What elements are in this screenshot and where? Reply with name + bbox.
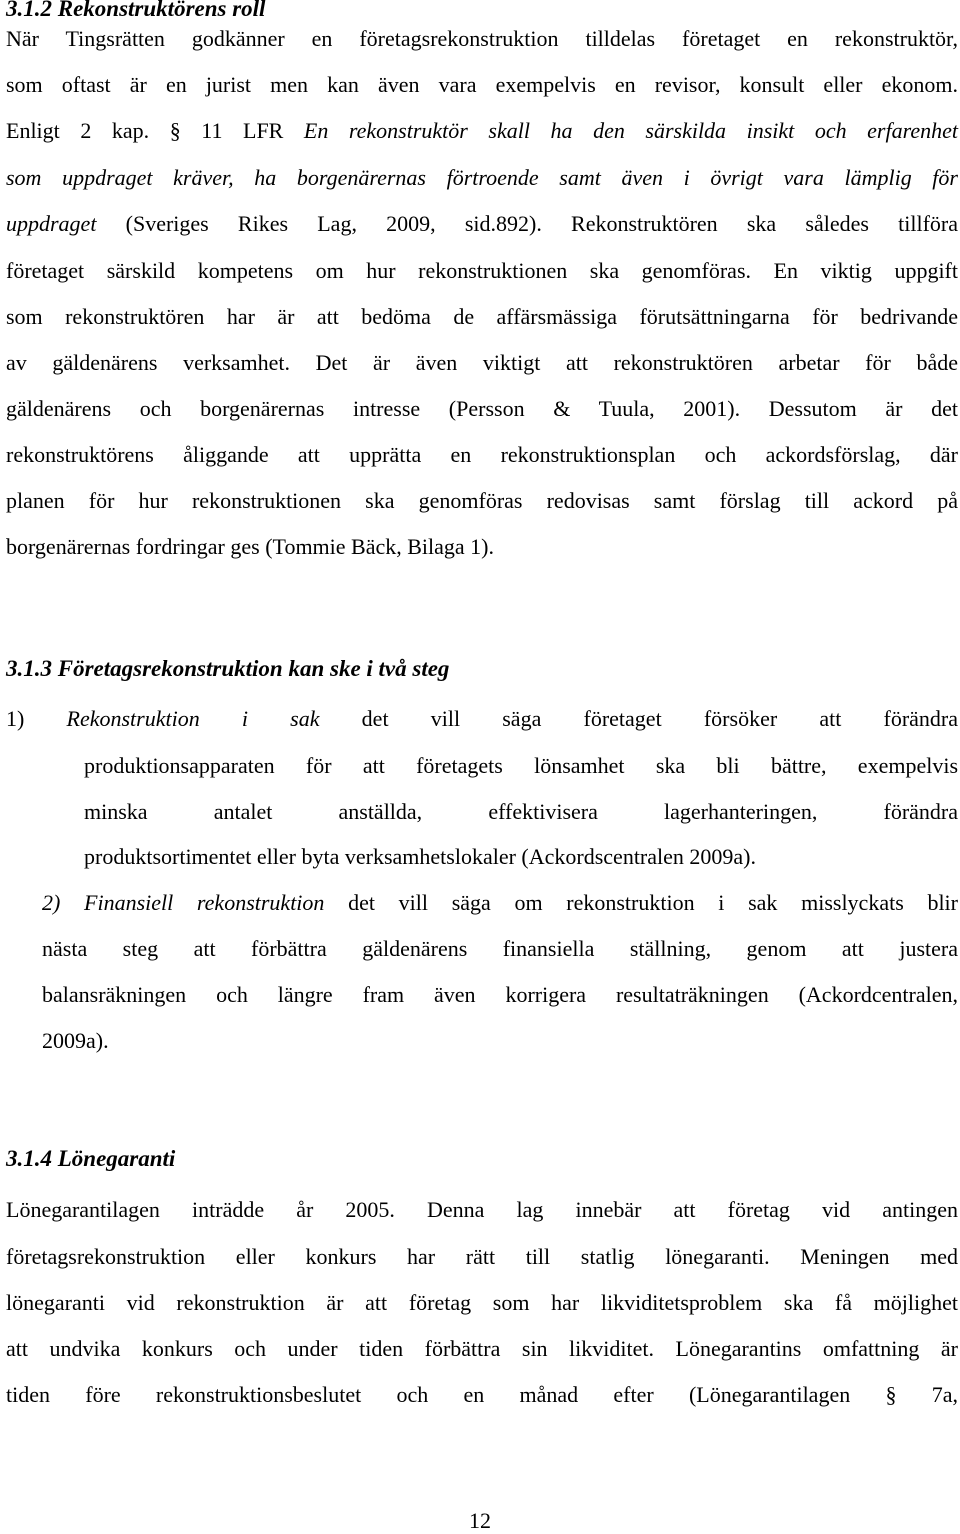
list-item-1-line: minska antalet anställda, effektivisera lagerhanteringen, förändra: [84, 799, 958, 824]
list-item-1-line: produktionsapparaten för att företagets lönsamhet ska bli bättre, exempelvis: [84, 753, 958, 778]
paragraph-line: som uppdraget kräver, ha borgenärernas förtroende samt även i övrigt vara lämplig för: [6, 165, 958, 190]
paragraph-line: Lönegarantilagen inträdde år 2005. Denna lag innebär att företag vid antingen: [6, 1197, 958, 1222]
list-item-1-line: produktsortimentet eller byta verksamhetslokaler (Ackordscentralen 2009a).: [84, 844, 756, 869]
paragraph-line: När Tingsrätten godkänner en företagsrekonstruktion tilldelas företaget en rekonstruktör,: [6, 26, 958, 51]
paragraph-line: företagsrekonstruktion eller konkurs har rätt till statlig lönegaranti. Meningen med: [6, 1244, 958, 1269]
page-number: 12: [469, 1508, 491, 1533]
paragraph-line: uppdraget (Sveriges Rikes Lag, 2009, sid.892). Rekonstruktören ska således tillföra: [6, 211, 958, 236]
section-heading-3-1-2: 3.1.2 Rekonstruktörens roll: [6, 0, 266, 21]
section-heading-3-1-3: 3.1.3 Företagsrekonstruktion kan ske i två steg: [6, 656, 450, 681]
paragraph-line: lönegaranti vid rekonstruktion är att företag som har likviditetsproblem ska få möjlighet: [6, 1290, 958, 1315]
paragraph-line: rekonstruktörens åliggande att upprätta en rekonstruktionsplan och ackordsförslag, där: [6, 442, 958, 467]
paragraph-line: Enligt 2 kap. § 11 LFR En rekonstruktör skall ha den särskilda insikt och erfarenhet: [6, 118, 958, 143]
paragraph-line: av gäldenärens verksamhet. Det är även viktigt att rekonstruktören arbetar för både: [6, 350, 958, 375]
paragraph-line: företaget särskild kompetens om hur rekonstruktionen ska genomföras. En viktig uppgift: [6, 258, 958, 283]
paragraph-line: borgenärernas fordringar ges (Tommie Bäck, Bilaga 1).: [6, 534, 494, 559]
section-heading-3-1-4: 3.1.4 Lönegaranti: [6, 1146, 176, 1171]
paragraph-line: gäldenärens och borgenärernas intresse (Persson & Tuula, 2001). Dessutom är det: [6, 396, 958, 421]
paragraph-line: tiden före rekonstruktionsbeslutet och en månad efter (Lönegarantilagen § 7a,: [6, 1382, 958, 1407]
paragraph-line: planen för hur rekonstruktionen ska genomföras redovisas samt förslag till ackord på: [6, 488, 958, 513]
paragraph-line: som rekonstruktören har är att bedöma de affärsmässiga förutsättningarna för bedrivande: [6, 304, 958, 329]
list-item-2-line: balansräkningen och längre fram även korrigera resultaträkningen (Ackordcentralen,: [42, 982, 958, 1007]
list-item-2-line: 2) Finansiell rekonstruktion det vill säga om rekonstruktion i sak misslyckats blir: [42, 890, 958, 915]
list-item-1-line: 1) Rekonstruktion i sak det vill säga företaget försöker att förändra: [6, 706, 959, 731]
paragraph-line: att undvika konkurs och under tiden förbättra sin likviditet. Lönegarantins omfattning är: [6, 1336, 958, 1361]
paragraph-line: som oftast är en jurist men kan även vara exempelvis en revisor, konsult eller ekonom.: [6, 72, 958, 97]
list-item-2-line: nästa steg att förbättra gäldenärens finansiella ställning, genom att justera: [42, 936, 958, 961]
list-item-2-line: 2009a).: [42, 1028, 109, 1053]
